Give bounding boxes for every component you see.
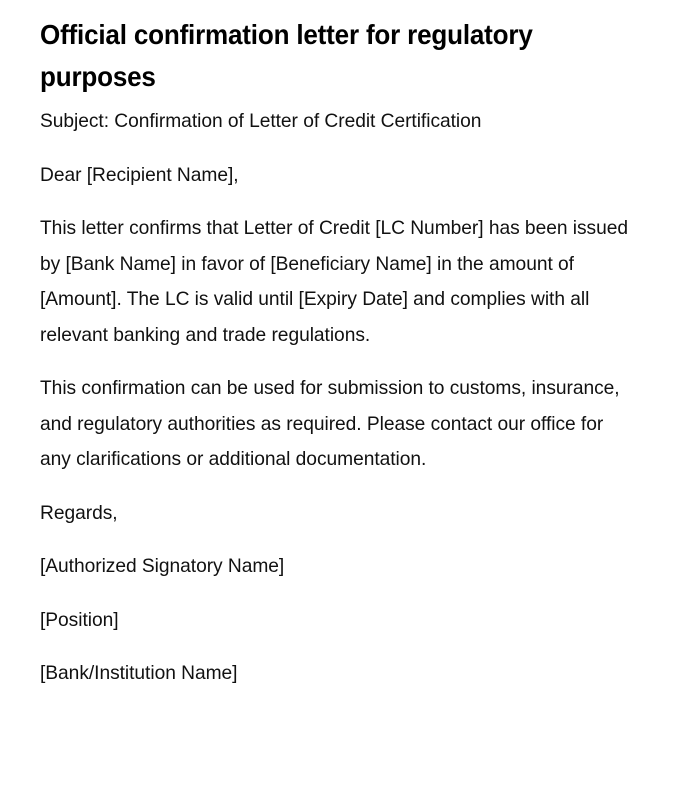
institution-name-placeholder: [Bank/Institution Name] xyxy=(40,662,238,684)
body-paragraph-2: This confirmation can be used for submission to customs, insurance, and regulatory authorities as required. Please contact our office for any clarifications or additional documentation. xyxy=(40,377,620,470)
signatory-position-placeholder: [Position] xyxy=(40,608,119,631)
signatory-name-placeholder: [Authorized Signatory Name] xyxy=(40,555,285,577)
subject-line: Subject: Confirmation of Letter of Credit Certification xyxy=(40,110,482,132)
closing-salutation: Regards, xyxy=(40,501,118,524)
page-title: Official confirmation letter for regulatory purposes xyxy=(40,19,533,92)
salutation: Dear [Recipient Name], xyxy=(40,163,239,186)
body-paragraph-1: This letter confirms that Letter of Credit [LC Number] has been issued by [Bank Name] in favor of [Beneficiary Name] in the amount of [Amount]. The LC is valid until [Expiry Date] and complies with all relevant banking and trade regulations. xyxy=(40,217,628,346)
